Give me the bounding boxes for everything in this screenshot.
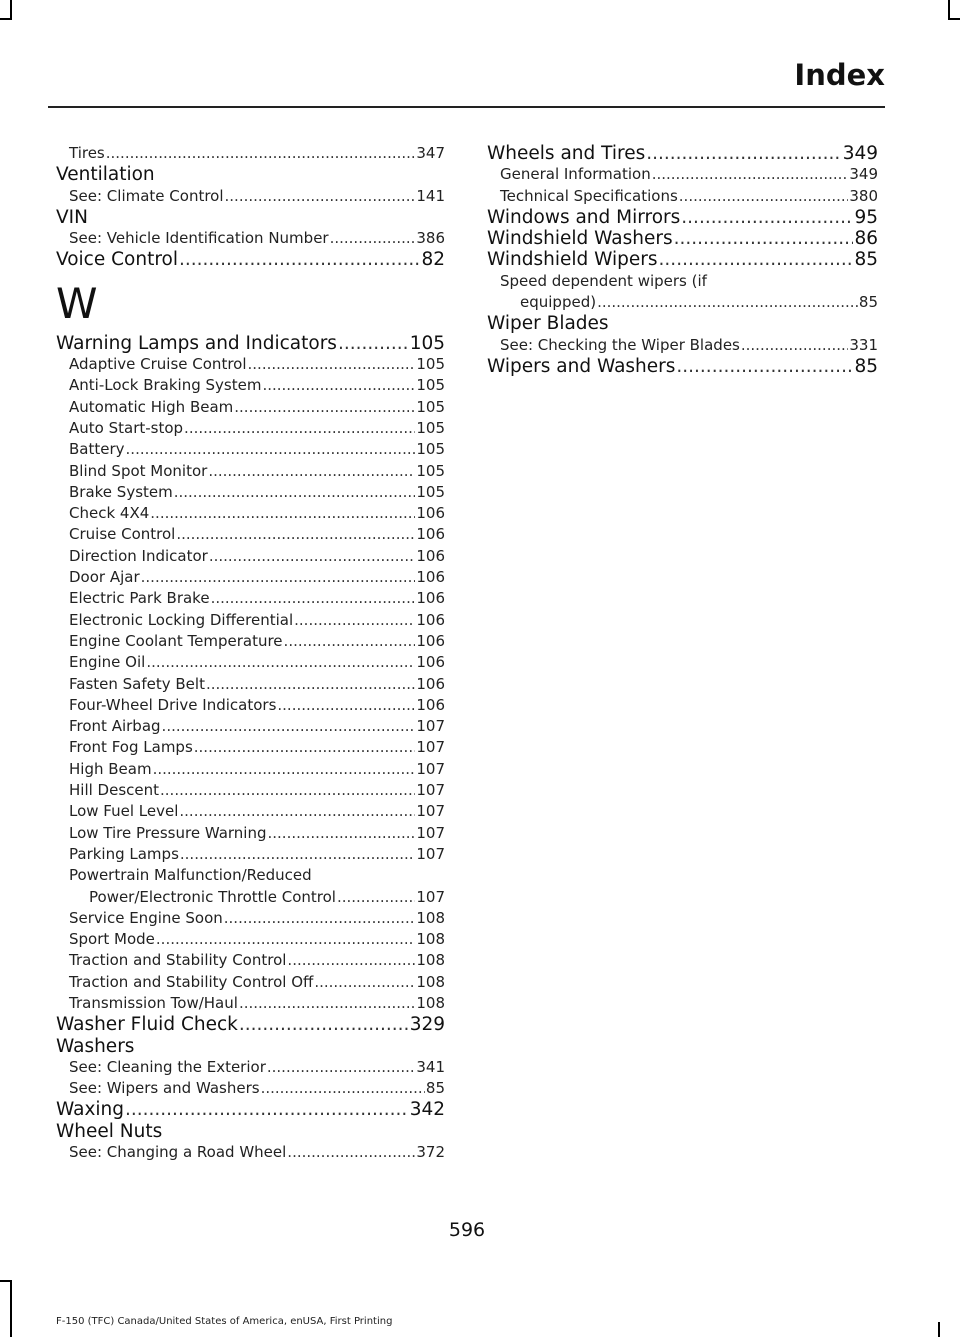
entry-page-number: 105 (416, 440, 445, 459)
crop-mark (10, 1280, 12, 1337)
dot-leader (156, 929, 415, 950)
dot-leader (125, 1099, 409, 1120)
entry-page-number: 82 (421, 249, 445, 271)
entry-page-number: 107 (416, 887, 445, 906)
page-title: Index (794, 58, 885, 92)
entry-label: Auto Start-stop (69, 418, 184, 437)
entry-label: Battery (69, 440, 125, 459)
entry-label: Hill Descent (69, 781, 160, 800)
index-section-letter: W (56, 278, 98, 328)
entry-label: equipped) (520, 293, 597, 312)
entry-label: Low Tire Pressure Warning (69, 823, 267, 842)
entry-page-number: 105 (416, 355, 445, 374)
entry-label: Electric Park Brake (69, 589, 210, 608)
entry-page-number: 106 (416, 568, 445, 587)
entry-label: Wipers and Washers (487, 355, 676, 377)
dot-leader (287, 1142, 415, 1163)
crop-mark (0, 1280, 12, 1282)
title-divider (48, 106, 885, 108)
index-subentry[interactable] (56, 887, 445, 908)
entry-label: See: Wipers and Washers (69, 1079, 260, 1098)
entry-label: Warning Lamps and Indicators (56, 332, 337, 354)
dot-leader (659, 249, 854, 270)
entry-page-number: 108 (416, 908, 445, 927)
index-entry[interactable] (56, 333, 445, 354)
entry-label: Power/Electronic Throttle Control (89, 887, 336, 906)
dot-leader (184, 418, 415, 439)
entry-page-number: 106 (416, 610, 445, 629)
entry-page-number: 106 (416, 653, 445, 672)
index-subentry[interactable] (56, 143, 445, 164)
entry-label: Windshield Washers (487, 228, 673, 250)
index-subentry[interactable] (56, 780, 445, 801)
dot-leader (146, 652, 415, 673)
entry-label: Transmission Tow/Haul (69, 993, 238, 1012)
entry-page-number: 105 (409, 332, 445, 354)
entry-label: Automatic High Beam (69, 397, 234, 416)
entry-label: See: Cleaning the Exterior (69, 1057, 266, 1076)
index-subentry[interactable] (487, 335, 878, 356)
entry-page-number: 107 (416, 781, 445, 800)
index-subentry[interactable] (56, 439, 445, 460)
dot-leader (597, 292, 858, 313)
index-subentry[interactable] (56, 674, 445, 695)
entry-label: Low Fuel Level (69, 802, 179, 821)
dot-leader (248, 354, 416, 375)
dot-leader (174, 482, 416, 503)
entry-label: Blind Spot Monitor (69, 461, 208, 480)
index-subentry[interactable] (56, 908, 445, 929)
footer-text: F-150 (TFC) Canada/United States of America, enUSA, First Printing (56, 1316, 393, 1327)
entry-page-number: 85 (425, 1079, 445, 1098)
entry-label: Direction Indicator (69, 546, 208, 565)
dot-leader (330, 228, 416, 249)
entry-page-number: 106 (416, 695, 445, 714)
index-entry[interactable] (56, 249, 445, 270)
entry-label: General Information (500, 165, 651, 184)
entry-page-number: 105 (416, 418, 445, 437)
crop-mark (0, 18, 12, 20)
index-subentry[interactable] (56, 524, 445, 545)
entry-page-number: 347 (416, 144, 445, 162)
dot-leader (234, 397, 415, 418)
dot-leader (239, 993, 415, 1014)
index-subentry[interactable] (56, 695, 445, 716)
entry-label: Windows and Mirrors (487, 206, 681, 228)
entry-page-number: 105 (416, 482, 445, 501)
index-subentry[interactable] (487, 292, 878, 313)
entry-label: Windshield Wipers (487, 249, 658, 271)
dot-leader (211, 588, 416, 609)
index-subentry[interactable] (56, 716, 445, 737)
index-entry[interactable] (487, 356, 878, 377)
index-subentry[interactable] (56, 186, 445, 207)
entry-label: Anti-Lock Braking System (69, 376, 262, 395)
index-subentry[interactable] (56, 375, 445, 396)
index-subentry[interactable] (56, 610, 445, 631)
index-entry[interactable] (487, 207, 878, 228)
entry-page-number: 141 (416, 186, 445, 205)
dot-leader (294, 610, 415, 631)
dot-leader (681, 207, 853, 228)
entry-label: Electronic Locking Differential (69, 610, 294, 629)
index-subentry[interactable] (56, 1057, 445, 1078)
crop-mark (948, 18, 960, 20)
entry-label: Traction and Stability Control (69, 951, 287, 970)
entry-page-number: 342 (409, 1099, 445, 1121)
entry-page-number: 386 (416, 229, 445, 248)
dot-leader (126, 439, 416, 460)
entry-page-number: 107 (416, 717, 445, 736)
index-subentry[interactable] (56, 354, 445, 375)
entry-page-number: 86 (854, 228, 878, 250)
entry-label: Front Fog Lamps (69, 738, 193, 757)
dot-leader (194, 737, 416, 758)
entry-label: See: Checking the Wiper Blades (500, 335, 740, 354)
index-entry[interactable] (487, 143, 878, 164)
index-subentry[interactable] (56, 503, 445, 524)
entry-page-number: 329 (409, 1014, 445, 1036)
index-subentry[interactable] (56, 588, 445, 609)
entry-page-number: 380 (849, 186, 878, 205)
dot-leader (150, 503, 415, 524)
index-heading: Washers (56, 1035, 135, 1057)
entry-label: Front Airbag (69, 717, 161, 736)
entry-page-number: 349 (842, 143, 878, 164)
entry-page-number: 95 (854, 206, 878, 228)
dot-leader (287, 950, 415, 971)
dot-leader (337, 887, 415, 908)
entry-label: Technical Specifications (500, 186, 678, 205)
entry-page-number: 105 (416, 461, 445, 480)
dot-leader (153, 759, 416, 780)
dot-leader (239, 1014, 409, 1035)
index-subentry[interactable] (56, 950, 445, 971)
entry-label: Waxing (56, 1099, 125, 1121)
index-subentry[interactable] (56, 461, 445, 482)
entry-label: Parking Lamps (69, 844, 179, 863)
index-entry[interactable] (487, 249, 878, 270)
crop-mark (938, 1322, 940, 1337)
index-subentry[interactable] (56, 844, 445, 865)
index-subentry[interactable] (56, 929, 445, 950)
index-entry[interactable] (487, 228, 878, 249)
entry-label: See: Changing a Road Wheel (69, 1143, 287, 1162)
dot-leader (206, 674, 415, 695)
entry-page-number: 107 (416, 844, 445, 863)
dot-leader (179, 249, 420, 270)
dot-leader (277, 695, 415, 716)
dot-leader (676, 356, 853, 377)
entry-page-number: 107 (416, 823, 445, 842)
entry-page-number: 107 (416, 738, 445, 757)
entry-page-number: 106 (416, 504, 445, 523)
crop-mark (948, 0, 950, 20)
dot-leader (261, 1078, 425, 1099)
dot-leader (141, 567, 416, 588)
dot-leader (741, 335, 848, 356)
index-subentry[interactable] (56, 759, 445, 780)
index-subentry[interactable] (56, 737, 445, 758)
index-subentry[interactable] (487, 186, 878, 207)
entry-page-number: 372 (416, 1143, 445, 1162)
entry-page-number: 108 (416, 993, 445, 1012)
entry-page-number: 105 (416, 397, 445, 416)
index-subentry[interactable] (56, 397, 445, 418)
index-heading: VIN (56, 206, 88, 228)
dot-leader (160, 780, 415, 801)
dot-leader (267, 1057, 415, 1078)
entry-label: Engine Coolant Temperature (69, 631, 283, 650)
entry-label: Tires (69, 144, 105, 162)
dot-leader (268, 823, 416, 844)
entry-label: Brake System (69, 482, 173, 501)
entry-label: Sport Mode (69, 930, 155, 949)
index-subentry[interactable] (56, 1142, 445, 1163)
index-subentry[interactable] (56, 482, 445, 503)
index-entry[interactable] (56, 1014, 445, 1035)
dot-leader (209, 546, 416, 567)
index-heading: Ventilation (56, 164, 155, 186)
entry-page-number: 108 (416, 930, 445, 949)
entry-page-number: 106 (416, 589, 445, 608)
dot-leader (176, 524, 415, 545)
entry-label: Wheels and Tires (487, 143, 646, 164)
index-heading: Wiper Blades (487, 313, 609, 335)
dot-leader (180, 844, 415, 865)
index-subentry[interactable] (56, 418, 445, 439)
index-subentry[interactable] (56, 972, 445, 993)
entry-page-number: 85 (854, 355, 878, 377)
entry-page-number: 106 (416, 525, 445, 544)
entry-label: Adaptive Cruise Control (69, 355, 247, 374)
index-subentry[interactable] (56, 1078, 445, 1099)
entry-page-number: 85 (854, 249, 878, 271)
dot-leader (652, 164, 849, 185)
entry-page-number: 106 (416, 546, 445, 565)
entry-label: Door Ajar (69, 568, 140, 587)
entry-label: Fasten Safety Belt (69, 674, 205, 693)
entry-label: See: Climate Control (69, 186, 224, 205)
dot-leader (162, 716, 416, 737)
entry-label: Traction and Stability Control Off (69, 972, 314, 991)
entry-page-number: 108 (416, 951, 445, 970)
index-subentry[interactable] (56, 993, 445, 1014)
entry-page-number: 106 (416, 674, 445, 693)
dot-leader (679, 186, 849, 207)
entry-page-number: 108 (416, 972, 445, 991)
dot-leader (224, 908, 416, 929)
entry-label: See: Vehicle Identification Number (69, 229, 329, 248)
entry-page-number: 107 (416, 802, 445, 821)
index-entry[interactable] (56, 1099, 445, 1120)
dot-leader (225, 186, 416, 207)
page-number: 596 (448, 1219, 486, 1241)
index-subentry[interactable] (56, 801, 445, 822)
index-subentry[interactable] (56, 652, 445, 673)
entry-label: Four-Wheel Drive Indicators (69, 695, 277, 714)
index-column-left (56, 143, 445, 1163)
dot-leader (646, 143, 841, 164)
dot-leader (314, 972, 415, 993)
entry-label: Check 4X4 (69, 504, 150, 523)
entry-page-number: 331 (849, 335, 878, 354)
index-subentry[interactable] (56, 823, 445, 844)
index-subentry[interactable] (56, 567, 445, 588)
index-subentry[interactable] (56, 546, 445, 567)
crop-mark (10, 0, 12, 20)
index-column-right (487, 143, 878, 377)
dot-leader (284, 631, 416, 652)
entry-label: Cruise Control (69, 525, 176, 544)
dot-leader (674, 228, 854, 249)
entry-label: Service Engine Soon (69, 908, 223, 927)
index-subentry[interactable] (56, 631, 445, 652)
index-heading: Wheel Nuts (56, 1120, 163, 1142)
entry-page-number: 106 (416, 631, 445, 650)
entry-page-number: 85 (858, 293, 878, 312)
index-subentry-label: Powertrain Malfunction/Reduced (69, 866, 312, 885)
dot-leader (179, 801, 415, 822)
entry-page-number: 105 (416, 376, 445, 395)
entry-label: High Beam (69, 759, 152, 778)
entry-label: Voice Control (56, 249, 178, 271)
entry-page-number: 107 (416, 759, 445, 778)
dot-leader (262, 375, 415, 396)
dot-leader (208, 461, 415, 482)
entry-label: Washer Fluid Check (56, 1014, 238, 1036)
index-subentry[interactable] (56, 228, 445, 249)
entry-label: Engine Oil (69, 653, 146, 672)
entry-page-number: 349 (849, 165, 878, 184)
index-subentry-label: Speed dependent wipers (if (500, 271, 707, 290)
index-subentry[interactable] (487, 164, 878, 185)
dot-leader (338, 333, 409, 354)
entry-page-number: 341 (416, 1057, 445, 1076)
dot-leader (106, 143, 416, 164)
